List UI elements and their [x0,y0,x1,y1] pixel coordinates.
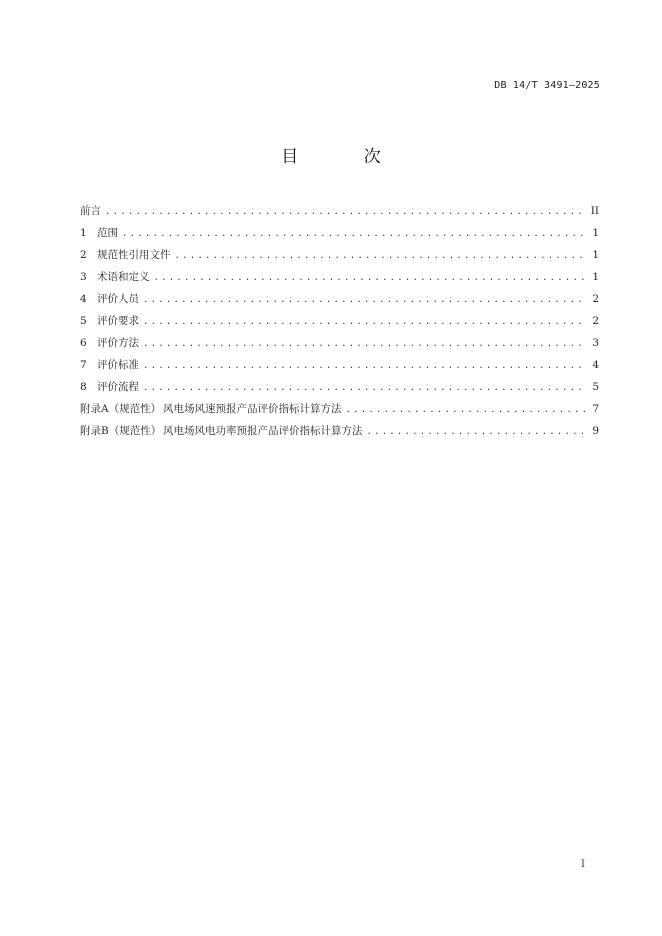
document-code: DB 14/T 3491—2025 [494,80,600,91]
toc-label: 评价要求 [97,315,139,327]
toc-entry-1[interactable] [80,222,599,244]
toc-page-number: 9 [592,425,599,437]
toc-label: 规范性引用文件 [97,249,171,261]
toc-section-number: 3 [80,271,87,283]
toc-section-number: 2 [80,249,87,261]
toc-leader [143,333,586,355]
toc-label: 风电场风电功率预报产品评价指标计算方法 [162,425,363,437]
toc-page-number: 2 [592,293,599,305]
toc-section-number: 5 [80,315,87,327]
toc-page-number: 1 [592,249,599,261]
page-number: I [581,859,585,870]
toc-entry-8[interactable] [80,376,599,398]
toc-label: 范围 [97,227,118,239]
toc-entry-6[interactable] [80,332,599,354]
toc-label: 评价标准 [97,359,139,371]
toc-page-number: 4 [592,359,599,371]
toc-appendix-prefix: 附录A（规范性） [80,403,162,415]
toc-label: 评价流程 [97,381,139,393]
toc-entry-3[interactable] [80,266,599,288]
toc-label: 评价方法 [97,337,139,349]
table-of-contents [80,200,599,442]
toc-section-number: 6 [80,337,87,349]
toc-section-number: 1 [80,227,87,239]
toc-section-number: 8 [80,381,87,393]
toc-page-number: 1 [592,271,599,283]
toc-page-number: 1 [592,227,599,239]
toc-entry-preface[interactable] [80,200,599,222]
toc-leader [122,223,586,245]
toc-entry-appendix-b[interactable] [80,420,599,442]
toc-leader [143,311,586,333]
toc-section-number: 7 [80,359,87,371]
toc-leader [143,377,586,399]
toc-leader [143,355,586,377]
toc-label: 评价人员 [97,293,139,305]
toc-leader [345,399,586,421]
toc-page-number: 2 [592,315,599,327]
toc-section-number: 4 [80,293,87,305]
toc-leader [105,201,586,223]
toc-page-number: 5 [592,381,599,393]
toc-entry-7[interactable] [80,354,599,376]
toc-label: 术语和定义 [97,271,150,283]
toc-entry-2[interactable] [80,244,599,266]
toc-entry-appendix-a[interactable] [80,398,599,420]
toc-page-number: 3 [592,337,599,349]
toc-page-number: II [590,205,599,217]
toc-leader [143,289,586,311]
toc-entry-4[interactable] [80,288,599,310]
toc-appendix-prefix: 附录B（规范性） [80,425,162,437]
toc-leader [154,267,587,289]
page-title: 目 次 [281,147,411,167]
toc-leader [175,245,587,267]
toc-leader [366,421,586,443]
toc-page-number: 7 [592,403,599,415]
toc-label: 风电场风速预报产品评价指标计算方法 [162,403,342,415]
toc-entry-5[interactable] [80,310,599,332]
toc-label: 前言 [80,205,101,217]
